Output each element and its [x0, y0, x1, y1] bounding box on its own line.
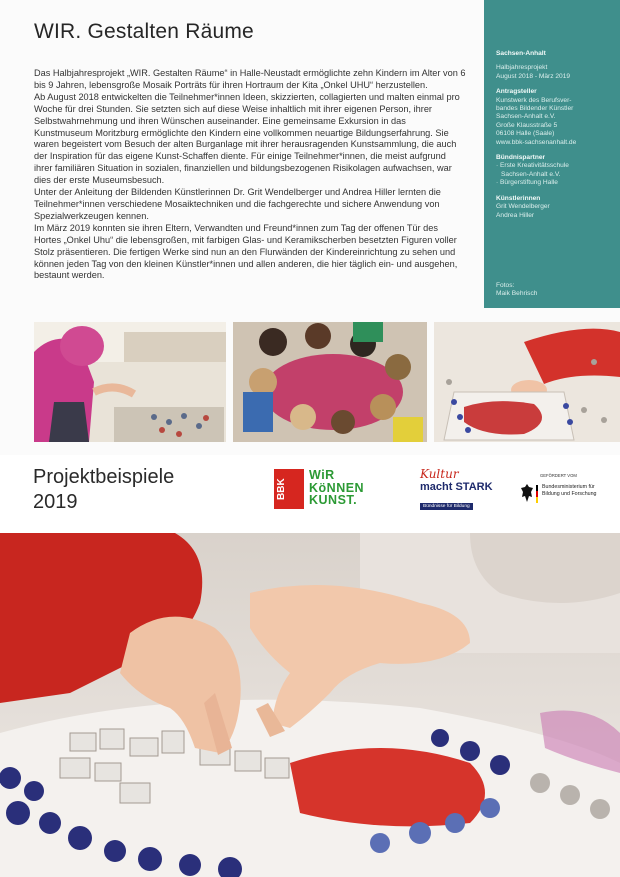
sidebar-applicant-line: bandes Bildender Künstler	[496, 105, 574, 113]
bbk-logo-line: WiR	[309, 468, 335, 482]
sidebar-artists-head: Künstlerinnen	[496, 194, 541, 202]
body-text	[34, 68, 466, 282]
photo-mosaic-hand	[434, 322, 620, 442]
sidebar-applicant-head: Antragsteller	[496, 88, 537, 96]
bmbf-funded-label: GEFÖRDERT VOM	[540, 473, 577, 478]
sidebar-photos-head: Fotos:	[496, 282, 515, 289]
sidebar-photo-credit	[496, 282, 537, 299]
sidebar-partner-line: · Erste Kreativitätsschule	[496, 162, 569, 170]
bbk-logo-line: KUNST.	[309, 493, 358, 507]
kultur-logo-line: macht STARK	[420, 481, 493, 493]
photo-hands-mosaic-closeup	[0, 533, 620, 877]
bmbf-ministry-name: Bundesministerium für Bildung und Forschung	[542, 484, 597, 497]
project-examples-title	[33, 465, 174, 515]
info-sidebar	[484, 0, 620, 308]
bbk-logo-letters: BBK	[276, 478, 287, 500]
sidebar-applicant-website: www.bbk-sachsenanhalt.de	[496, 138, 577, 146]
paragraph-process: Ab August 2018 entwickelten die Teilnehmer*innen Ideen, skizzierten, collagierten und malten einmal pro Woche für drei Stunden. Sie setzten sich auf diese Weise inhaltlich mit ihrer eigenen Person, ihrer Selbstwahrnehmung und ihren Wünschen auseinander. Eine gemeinsame Exkursion in das Kunstmuseum Moritzburg ermöglichte den Kindern eine vollkommen neuartige Bildungserfahrung. Sie waren begeistert vom Besuch der alten Burganlage mit ihrer herausragenden Kunstsammlung, die auch der Inspiration für das eigene Kunst-Schaffen diente. Für einige Teilnehmer*innen, die meist aufgrund ihrer familiären Situation in sozialen, finanziellen und bildungsbezogenen Risikolagen aufwachsen, war dies der erste Museumsbesuch.	[34, 91, 460, 186]
sidebar-project-dates: August 2018 - März 2019	[496, 72, 571, 80]
paragraph-presentation: Im März 2019 konnten sie ihren Eltern, Verwandten und Freund*innen zum Tag der offenen Tür des Hortes „Onkel Uhu“ die lebensgroßen, mit farbigen Glas- und Keramikscherben besetzten Figuren voller Stolz präsentieren. Die fertigen Werke sind nun an den Flurwänden der Kindereinrichtung zu sehen und können jeden Tag von den kleinen Künstler*innen und allen anderen, die hier täglich ein- und ausgehen, bestaunt werden.	[34, 222, 458, 281]
kultur-macht-stark-logo	[420, 467, 504, 511]
photo-children-group	[233, 322, 427, 442]
project-examples-year: 2019	[33, 491, 78, 513]
bbk-logo-box	[274, 469, 304, 509]
sidebar-applicant-line: 06108 Halle (Saale)	[496, 130, 555, 138]
sidebar-partners-head: Bündnispartner	[496, 154, 546, 162]
page-title: WIR. Gestalten Räume	[34, 20, 254, 43]
kultur-logo-tagline: Bündnisse für Bildung	[420, 503, 473, 510]
project-examples-band	[0, 455, 620, 533]
federal-flag-stripe	[536, 485, 538, 503]
sidebar-photos-credit: Maik Behrisch	[496, 290, 538, 298]
sidebar-artist: Grit Wendelberger	[496, 203, 550, 211]
bbk-logo	[274, 469, 394, 509]
sidebar-artist: Andrea Hiller	[496, 211, 535, 219]
federal-eagle-icon	[520, 483, 534, 503]
bbk-logo-wordmark	[309, 469, 364, 507]
sidebar-partner-line: Sachsen-Anhalt e.V.	[501, 170, 561, 178]
kultur-logo-line: Kultur	[420, 467, 459, 481]
bbk-logo-line: KöNNEN	[309, 480, 365, 495]
sidebar-applicant-line: Große Klausstraße 5	[496, 121, 558, 129]
paragraph-instruction: Unter der Anleitung der Bildenden Künstlerinnen Dr. Grit Wendelberger und Andrea Hiller lernten die Teilnehmer*innen verschiedene Mosaiktechniken und die fachgerechte und sichere Anwendung von Spezialwerkzeugen kennen.	[34, 187, 441, 221]
photo-child-working	[34, 322, 226, 442]
sidebar-project-label: Halbjahresprojekt	[496, 64, 548, 72]
paragraph-intro: Das Halbjahresprojekt „WIR. Gestalten Räume“ in Halle-Neustadt ermöglichte zehn Kindern im Alter von 6 bis 9 Jahren, lebensgroße Mosaik Porträts für ihren Hortraum der Kita „Onkel UHU“ herzustellen.	[34, 68, 466, 90]
sidebar-region: Sachsen-Anhalt	[496, 50, 546, 57]
sidebar-applicant-line: Kunstwerk des Berufsver-	[496, 96, 572, 104]
bmbf-logo	[520, 473, 610, 513]
sidebar-applicant-line: Sachsen-Anhalt e.V.	[496, 113, 556, 121]
project-examples-label: Projektbeispiele	[33, 466, 175, 488]
sidebar-partner-line: · Bürgerstiftung Halle	[496, 179, 558, 187]
